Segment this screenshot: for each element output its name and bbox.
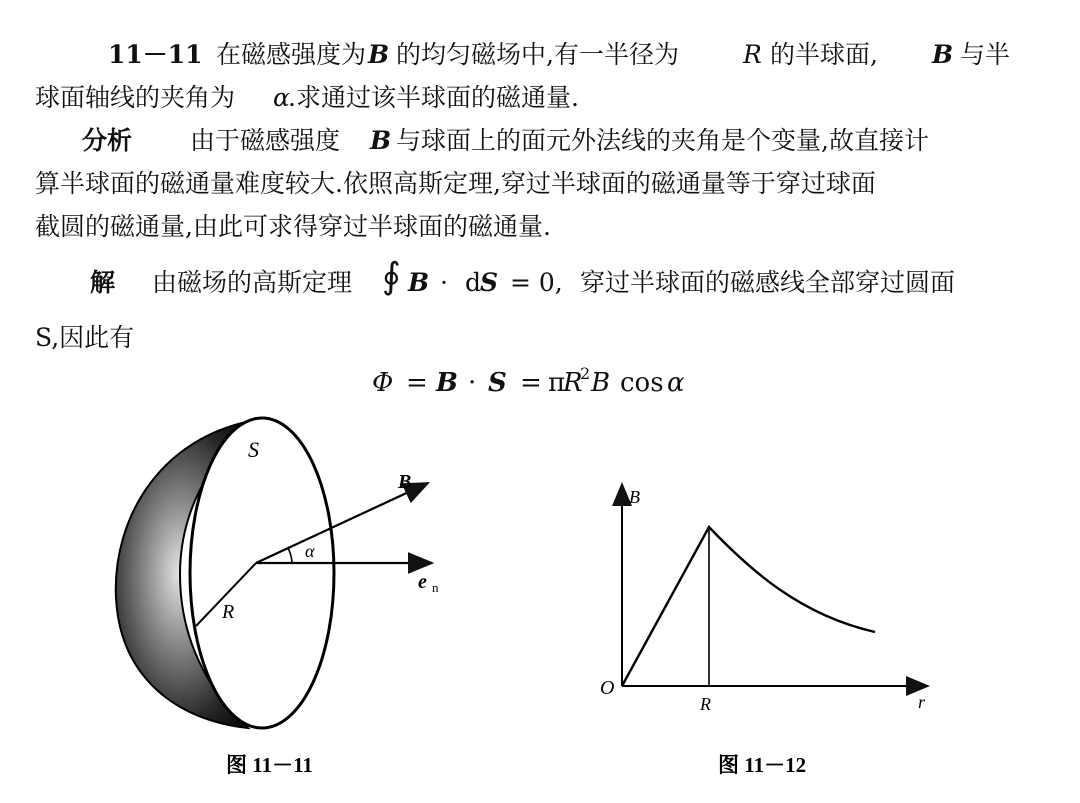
- problem-number: 11－11: [108, 40, 203, 69]
- symbol-pi: π: [548, 368, 566, 398]
- label-r: R: [222, 601, 235, 623]
- tick-label-r: R: [700, 694, 711, 714]
- problem-text: 与半: [960, 40, 1011, 69]
- superscript-2: 2: [580, 364, 591, 383]
- symbol-s: S: [488, 368, 507, 398]
- solution-label: 解: [90, 268, 116, 297]
- dot-operator: ·: [440, 268, 448, 297]
- contour-integral-icon: ∮: [382, 256, 401, 297]
- problem-text: 的均匀磁场中,有一半径为: [396, 40, 679, 69]
- label-b: B: [398, 471, 412, 493]
- symbol-b: B: [368, 40, 390, 69]
- solution-text: 穿过半球面的磁感线全部穿过圆面: [580, 268, 956, 297]
- label-s: S: [248, 437, 259, 462]
- problem-text: 球面轴线的夹角为: [35, 83, 236, 112]
- cos-function: cos: [620, 368, 664, 398]
- solution-text: S,因此有: [35, 323, 135, 352]
- axis-label-b: B: [629, 487, 640, 507]
- symbol-b: B: [591, 368, 611, 398]
- analysis-text: 算半球面的磁通量难度较大.依照高斯定理,穿过半球面的磁通量等于穿过球面: [35, 169, 876, 198]
- label-en: e: [418, 571, 427, 593]
- problem-text: 在磁感强度为: [216, 40, 367, 69]
- problem-text: .求通过该半球面的磁通量.: [288, 83, 579, 112]
- analysis-text: 由于磁感强度: [190, 126, 341, 155]
- symbol-phi: Φ: [372, 368, 394, 398]
- solution-text: 由磁场的高斯定理: [152, 268, 353, 297]
- problem-text: 的半球面,: [770, 40, 878, 69]
- origin-label: O: [600, 677, 615, 699]
- symbol-r: R: [563, 368, 583, 398]
- equals-sign: =: [406, 368, 428, 398]
- label-en-subscript: n: [432, 580, 439, 595]
- symbol-b: B: [408, 268, 430, 297]
- symbol-r: R: [743, 40, 762, 69]
- figure-b-vs-r-graph: [600, 484, 928, 777]
- figure-caption: 图 11－12: [718, 753, 807, 777]
- dot-operator: ·: [468, 368, 477, 398]
- symbol-b: B: [932, 40, 954, 69]
- symbol-alpha: α: [273, 83, 290, 112]
- equation-rest: = 0,: [510, 268, 563, 297]
- field-curve: [622, 527, 875, 686]
- label-alpha: α: [305, 541, 315, 561]
- symbol-alpha: α: [667, 368, 685, 398]
- equals-sign: =: [520, 368, 542, 398]
- figure-caption: 图 11－11: [226, 753, 313, 777]
- symbol-b: B: [436, 368, 458, 398]
- analysis-label: 分析: [82, 126, 133, 155]
- symbol-b: B: [370, 126, 392, 155]
- axis-label-r: r: [918, 692, 926, 712]
- circular-face-s: [190, 418, 334, 728]
- analysis-text: 截圆的磁通量,由此可求得穿过半球面的磁通量.: [35, 212, 551, 241]
- analysis-text: 与球面上的面元外法线的夹角是个变量,故直接计: [396, 126, 929, 155]
- symbol-s: S: [480, 268, 499, 297]
- symbol-d: d: [465, 268, 482, 297]
